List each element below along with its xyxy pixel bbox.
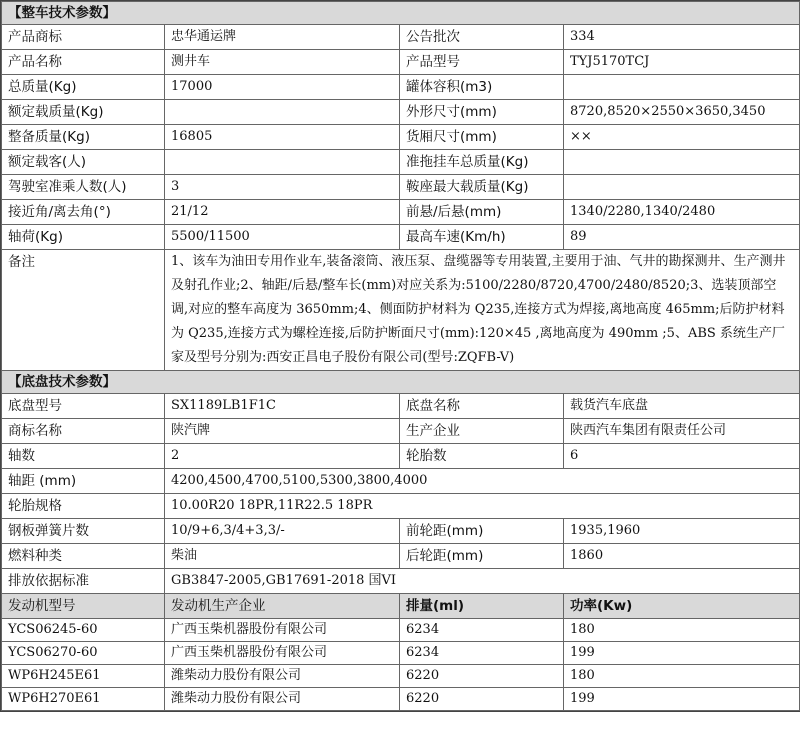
field-label: 轮胎数 <box>400 444 564 469</box>
field-value: ×× <box>564 125 800 150</box>
field-value <box>564 150 800 175</box>
field-value <box>165 150 400 175</box>
field-label: 轮胎规格 <box>2 494 165 519</box>
field-value: 6 <box>564 444 800 469</box>
field-label: 轴数 <box>2 444 165 469</box>
field-value: 陕西汽车集团有限责任公司 <box>564 419 800 444</box>
field-label: 产品型号 <box>400 50 564 75</box>
field-label: 准拖挂车总质量(Kg) <box>400 150 564 175</box>
engine-cell: 199 <box>564 688 800 711</box>
field-value: 陕汽牌 <box>165 419 400 444</box>
field-value: 16805 <box>165 125 400 150</box>
engine-cell: 潍柴动力股份有限公司 <box>165 665 400 688</box>
engine-row <box>2 688 800 711</box>
engine-cell: 6220 <box>400 665 564 688</box>
field-label: 前悬/后悬(mm) <box>400 200 564 225</box>
section-title: 【底盘技术参数】 <box>2 371 800 394</box>
spec-row <box>2 175 800 200</box>
engine-row <box>2 619 800 642</box>
field-label: 外形尺寸(mm) <box>400 100 564 125</box>
spec-row <box>2 569 800 594</box>
engine-table-header <box>2 594 800 619</box>
field-value: 334 <box>564 25 800 50</box>
section-title: 【整车技术参数】 <box>2 2 800 25</box>
engine-row <box>2 642 800 665</box>
engine-cell: 6234 <box>400 619 564 642</box>
spec-row <box>2 100 800 125</box>
field-value: 1935,1960 <box>564 519 800 544</box>
field-value: TYJ5170TCJ <box>564 50 800 75</box>
engine-row <box>2 665 800 688</box>
field-value: 5500/11500 <box>165 225 400 250</box>
field-label: 接近角/离去角(°) <box>2 200 165 225</box>
remarks-row <box>2 250 800 371</box>
field-value: 测井车 <box>165 50 400 75</box>
column-header: 功率(Kw) <box>564 594 800 619</box>
field-value: 1860 <box>564 544 800 569</box>
field-value: 89 <box>564 225 800 250</box>
remarks-label: 备注 <box>2 250 165 371</box>
field-label: 底盘型号 <box>2 394 165 419</box>
field-value <box>564 75 800 100</box>
remarks-text: 1、该车为油田专用作业车,装备滚筒、液压泵、盘缆器等专用装置,主要用于油、气井的勘探测井、生产测井及射孔作业;2、轴距/后悬/整车长(mm)对应关系为:5100/2280/8720,4700/2480/8520;3、选装顶部空调,对应的整车高度为 3650mm;4、侧面防护材料为 Q235,连接方式为焊接,离地高度 465mm;后防护材料为 Q235,连接方式为螺栓连接,后防护断面尺寸(mm):120×45 ,离地高度为 490mm ;5、ABS 系统生产厂家及型号分别为:西安正昌电子股份有限公司(型号:ZQFB-V) <box>165 250 800 371</box>
field-label: 鞍座最大载质量(Kg) <box>400 175 564 200</box>
spec-row <box>2 444 800 469</box>
field-value: 2 <box>165 444 400 469</box>
field-value: 3 <box>165 175 400 200</box>
spec-row <box>2 419 800 444</box>
spec-row <box>2 394 800 419</box>
field-label: 公告批次 <box>400 25 564 50</box>
field-label: 罐体容积(m3) <box>400 75 564 100</box>
field-label: 轴距 (mm) <box>2 469 165 494</box>
field-label: 商标名称 <box>2 419 165 444</box>
column-header: 排量(ml) <box>400 594 564 619</box>
spec-row <box>2 494 800 519</box>
field-label: 货厢尺寸(mm) <box>400 125 564 150</box>
spec-row <box>2 200 800 225</box>
spec-row <box>2 544 800 569</box>
field-value: 1340/2280,1340/2480 <box>564 200 800 225</box>
field-label: 后轮距(mm) <box>400 544 564 569</box>
spec-row <box>2 519 800 544</box>
vehicle-section-header <box>2 2 800 25</box>
spec-row <box>2 25 800 50</box>
field-label: 产品商标 <box>2 25 165 50</box>
field-value: 4200,4500,4700,5100,5300,3800,4000 <box>165 469 800 494</box>
field-label: 生产企业 <box>400 419 564 444</box>
engine-cell: 6220 <box>400 688 564 711</box>
field-value: 17000 <box>165 75 400 100</box>
field-label: 总质量(Kg) <box>2 75 165 100</box>
spec-row <box>2 150 800 175</box>
field-value: SX1189LB1F1C <box>165 394 400 419</box>
spec-row <box>2 50 800 75</box>
field-value: 10/9+6,3/4+3,3/- <box>165 519 400 544</box>
field-value: 载货汽车底盘 <box>564 394 800 419</box>
column-header: 发动机型号 <box>2 594 165 619</box>
field-label: 前轮距(mm) <box>400 519 564 544</box>
engine-cell: WP6H270E61 <box>2 688 165 711</box>
field-label: 钢板弹簧片数 <box>2 519 165 544</box>
spec-row <box>2 125 800 150</box>
field-value: 10.00R20 18PR,11R22.5 18PR <box>165 494 800 519</box>
engine-cell: 199 <box>564 642 800 665</box>
field-label: 驾驶室准乘人数(人) <box>2 175 165 200</box>
spec-table <box>1 1 800 711</box>
field-label: 燃料种类 <box>2 544 165 569</box>
field-value: 8720,8520×2550×3650,3450 <box>564 100 800 125</box>
field-label: 额定载客(人) <box>2 150 165 175</box>
spec-row <box>2 225 800 250</box>
spec-row <box>2 75 800 100</box>
engine-cell: 6234 <box>400 642 564 665</box>
spec-row <box>2 469 800 494</box>
engine-cell: 广西玉柴机器股份有限公司 <box>165 619 400 642</box>
field-value <box>564 175 800 200</box>
field-label: 最高车速(Km/h) <box>400 225 564 250</box>
field-value: 忠华通运牌 <box>165 25 400 50</box>
engine-cell: YCS06270-60 <box>2 642 165 665</box>
chassis-section-header <box>2 371 800 394</box>
field-label: 额定载质量(Kg) <box>2 100 165 125</box>
engine-cell: YCS06245-60 <box>2 619 165 642</box>
field-label: 底盘名称 <box>400 394 564 419</box>
field-label: 产品名称 <box>2 50 165 75</box>
field-label: 轴荷(Kg) <box>2 225 165 250</box>
engine-cell: WP6H245E61 <box>2 665 165 688</box>
field-label: 排放依据标准 <box>2 569 165 594</box>
engine-cell: 广西玉柴机器股份有限公司 <box>165 642 400 665</box>
field-value: 21/12 <box>165 200 400 225</box>
field-value <box>165 100 400 125</box>
engine-cell: 180 <box>564 619 800 642</box>
field-label: 整备质量(Kg) <box>2 125 165 150</box>
engine-cell: 180 <box>564 665 800 688</box>
engine-cell: 潍柴动力股份有限公司 <box>165 688 400 711</box>
field-value: GB3847-2005,GB17691-2018 国VI <box>165 569 800 594</box>
field-value: 柴油 <box>165 544 400 569</box>
column-header: 发动机生产企业 <box>165 594 400 619</box>
